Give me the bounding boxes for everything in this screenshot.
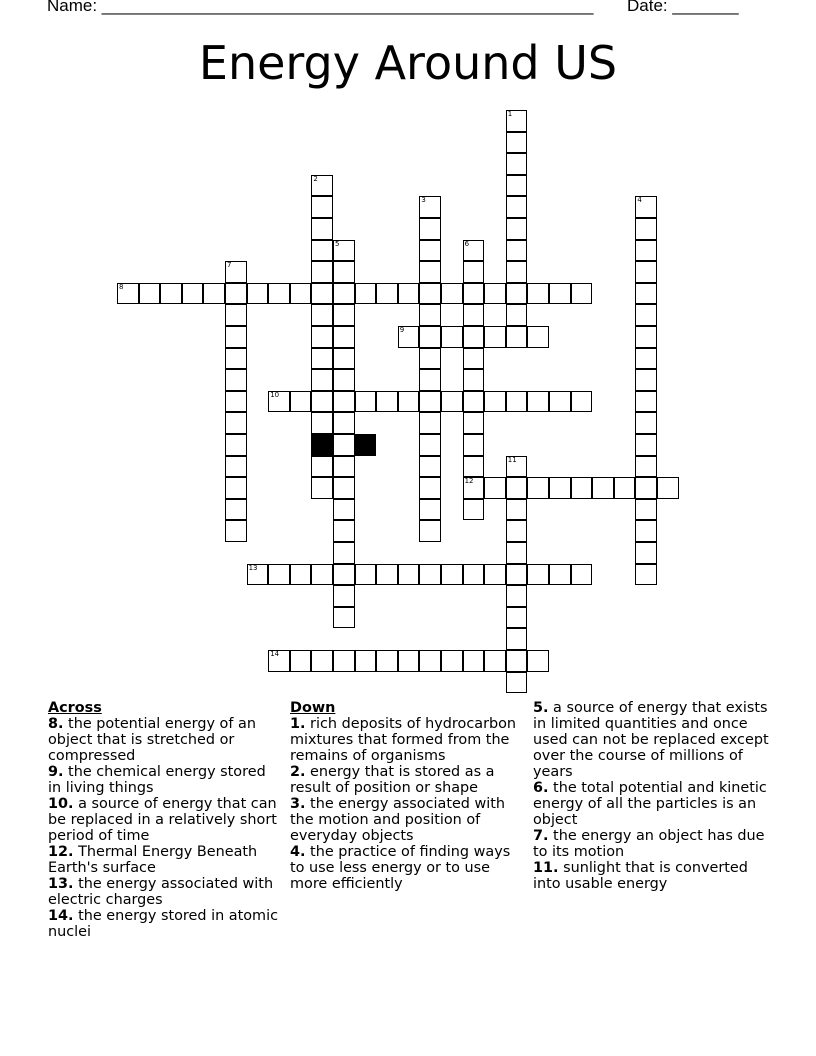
- grid-cell[interactable]: [657, 477, 679, 499]
- grid-cell[interactable]: [527, 564, 549, 586]
- grid-cell[interactable]: [571, 477, 593, 499]
- grid-cell[interactable]: [506, 520, 528, 542]
- clue-number: 1: [507, 110, 513, 118]
- grid-cell[interactable]: [225, 477, 247, 499]
- grid-cell[interactable]: [311, 477, 333, 499]
- clue-item-text: the total potential and kinetic energy of all the particles is an object: [533, 780, 767, 828]
- grid-cell[interactable]: [506, 391, 528, 413]
- grid-cell[interactable]: [463, 650, 485, 672]
- clue-item-number: 6.: [533, 780, 549, 796]
- clue-number: 8: [119, 282, 124, 291]
- grid-cell[interactable]: [333, 607, 355, 629]
- grid-cell[interactable]: [506, 477, 528, 499]
- grid-cell[interactable]: [333, 348, 355, 370]
- down-clues-continued: [533, 700, 773, 892]
- grid-cell[interactable]: [484, 650, 506, 672]
- grid-cell[interactable]: [635, 499, 657, 521]
- grid-cell[interactable]: [463, 240, 485, 262]
- clue-item-number: 12.: [48, 844, 74, 860]
- grid-cell[interactable]: [506, 564, 528, 586]
- grid-cell[interactable]: [506, 304, 528, 326]
- clue-item-text: the energy associated with the motion and position of everyday objects: [290, 796, 506, 844]
- grid-cell[interactable]: [225, 499, 247, 521]
- grid-cell[interactable]: [635, 304, 657, 326]
- grid-cell[interactable]: [333, 585, 355, 607]
- grid-cell[interactable]: [463, 348, 485, 370]
- clue-number: 13: [248, 563, 258, 572]
- grid-cell[interactable]: [635, 240, 657, 262]
- grid-cell[interactable]: [463, 283, 485, 305]
- clue-item-text: the practice of finding ways to use less energy or to use more efficiently: [290, 844, 511, 892]
- grid-cell[interactable]: [311, 650, 333, 672]
- clue-item-number: 10.: [48, 796, 74, 812]
- grid-cell[interactable]: [441, 326, 463, 348]
- clue-item: [48, 876, 280, 908]
- clue-item: [290, 844, 522, 892]
- grid-cell[interactable]: [398, 326, 420, 348]
- grid-cell[interactable]: [527, 477, 549, 499]
- grid-cell[interactable]: [311, 283, 333, 305]
- grid-cell[interactable]: [333, 434, 355, 456]
- clue-item: [290, 796, 522, 844]
- grid-cell[interactable]: [506, 261, 528, 283]
- grid-cell[interactable]: [311, 564, 333, 586]
- grid-cell[interactable]: [311, 240, 333, 262]
- grid-cell[interactable]: [311, 261, 333, 283]
- grid-cell[interactable]: [527, 650, 549, 672]
- grid-cell[interactable]: [506, 542, 528, 564]
- clue-number: 5: [335, 239, 340, 248]
- down-clues: [290, 700, 522, 892]
- grid-cell[interactable]: [419, 369, 441, 391]
- grid-cell[interactable]: [419, 261, 441, 283]
- grid-cell[interactable]: [333, 304, 355, 326]
- clue-item: [48, 796, 280, 844]
- clue-item-number: 5.: [533, 700, 549, 716]
- grid-cell[interactable]: [225, 456, 247, 478]
- grid-cell[interactable]: [333, 412, 355, 434]
- grid-cell[interactable]: [333, 650, 355, 672]
- grid-cell[interactable]: [333, 391, 355, 413]
- grid-cell[interactable]: [419, 456, 441, 478]
- clue-item-text: the potential energy of an object that is stretched or compressed: [48, 716, 256, 764]
- grid-cell[interactable]: [463, 261, 485, 283]
- grid-cell[interactable]: [333, 326, 355, 348]
- grid-cell[interactable]: [333, 369, 355, 391]
- date-field[interactable]: Date: _______: [627, 0, 739, 15]
- clue-item: [533, 780, 773, 828]
- grid-cell[interactable]: [506, 607, 528, 629]
- grid-cell[interactable]: [463, 477, 485, 499]
- grid-cell[interactable]: [635, 520, 657, 542]
- grid-cell[interactable]: [506, 196, 528, 218]
- grid-cell[interactable]: [419, 348, 441, 370]
- grid-cell[interactable]: [484, 326, 506, 348]
- grid-cell[interactable]: [333, 240, 355, 262]
- clue-item: [48, 908, 280, 940]
- grid-cell[interactable]: [333, 520, 355, 542]
- grid-cell[interactable]: [506, 153, 528, 175]
- grid-cell[interactable]: [549, 564, 571, 586]
- grid-cell[interactable]: [355, 391, 377, 413]
- grid-cell[interactable]: [398, 564, 420, 586]
- grid-cell[interactable]: [290, 650, 312, 672]
- grid-cell[interactable]: [506, 499, 528, 521]
- grid-cell[interactable]: [376, 650, 398, 672]
- grid-cell[interactable]: [311, 326, 333, 348]
- grid-cell[interactable]: [225, 304, 247, 326]
- grid-cell[interactable]: [225, 348, 247, 370]
- grid-cell[interactable]: [463, 434, 485, 456]
- grid-cell[interactable]: [506, 132, 528, 154]
- grid-cell[interactable]: [117, 283, 139, 305]
- grid-cell[interactable]: [635, 196, 657, 218]
- grid-cell[interactable]: [419, 326, 441, 348]
- grid-cell[interactable]: [506, 240, 528, 262]
- grid-cell[interactable]: [419, 240, 441, 262]
- clue-item: [533, 700, 773, 780]
- grid-cell[interactable]: [506, 283, 528, 305]
- grid-cell[interactable]: [225, 520, 247, 542]
- grid-cell[interactable]: [333, 564, 355, 586]
- clue-item: [533, 828, 773, 860]
- clue-item-number: 11.: [533, 860, 559, 876]
- grid-cell[interactable]: [527, 391, 549, 413]
- clue-item-number: 14.: [48, 908, 74, 924]
- grid-cell[interactable]: [506, 650, 528, 672]
- grid-cell[interactable]: [635, 261, 657, 283]
- grid-cell[interactable]: [160, 283, 182, 305]
- clue-number: 2: [313, 174, 318, 183]
- grid-cell[interactable]: [441, 391, 463, 413]
- grid-cell[interactable]: [635, 477, 657, 499]
- grid-cell[interactable]: [463, 456, 485, 478]
- clue-item-text: the chemical energy stored in living things: [48, 764, 266, 796]
- clue-item: [290, 764, 522, 796]
- grid-cell[interactable]: [419, 650, 441, 672]
- grid-cell[interactable]: [506, 628, 528, 650]
- black-cell: [355, 434, 377, 456]
- clue-item-number: 4.: [290, 844, 306, 860]
- grid-cell[interactable]: [333, 542, 355, 564]
- grid-cell[interactable]: [290, 283, 312, 305]
- clue-item-text: sunlight that is converted into usable energy: [533, 860, 748, 892]
- grid-cell[interactable]: [376, 391, 398, 413]
- grid-cell[interactable]: [635, 391, 657, 413]
- grid-cell[interactable]: [247, 283, 269, 305]
- grid-cell[interactable]: [419, 412, 441, 434]
- down-heading: Down: [290, 700, 336, 716]
- clue-item-text: Thermal Energy Beneath Earth's surface: [48, 844, 258, 876]
- grid-cell[interactable]: [311, 196, 333, 218]
- grid-cell[interactable]: [506, 110, 528, 132]
- grid-cell[interactable]: [463, 391, 485, 413]
- clue-number: 14: [270, 650, 280, 658]
- name-field[interactable]: Name: ____________________________________________________: [47, 0, 594, 15]
- grid-cell[interactable]: [225, 326, 247, 348]
- across-clues: [48, 700, 280, 940]
- grid-cell[interactable]: [182, 283, 204, 305]
- grid-cell[interactable]: [333, 499, 355, 521]
- grid-cell[interactable]: [268, 564, 290, 586]
- clue-number: 10: [270, 390, 280, 399]
- grid-cell[interactable]: [311, 391, 333, 413]
- grid-cell[interactable]: [333, 477, 355, 499]
- grid-cell[interactable]: [635, 326, 657, 348]
- clue-item: [290, 716, 522, 764]
- grid-cell[interactable]: [311, 304, 333, 326]
- grid-cell[interactable]: [225, 434, 247, 456]
- grid-cell[interactable]: [419, 434, 441, 456]
- grid-cell[interactable]: [398, 391, 420, 413]
- grid-cell[interactable]: [484, 283, 506, 305]
- clue-item: [48, 716, 280, 764]
- grid-cell[interactable]: [463, 304, 485, 326]
- clue-item-number: 9.: [48, 764, 64, 780]
- grid-cell[interactable]: [225, 369, 247, 391]
- grid-cell[interactable]: [311, 348, 333, 370]
- grid-cell[interactable]: [139, 283, 161, 305]
- grid-cell[interactable]: [311, 218, 333, 240]
- puzzle-title: Energy Around US: [198, 36, 618, 90]
- grid-cell[interactable]: [290, 391, 312, 413]
- clue-item-number: 2.: [290, 764, 306, 780]
- grid-cell[interactable]: [441, 564, 463, 586]
- grid-cell[interactable]: [419, 304, 441, 326]
- across-heading: Across: [48, 700, 102, 716]
- grid-cell[interactable]: [419, 218, 441, 240]
- grid-cell[interactable]: [247, 564, 269, 586]
- grid-cell[interactable]: [463, 499, 485, 521]
- clue-item-number: 3.: [290, 796, 306, 812]
- clue-item-number: 7.: [533, 828, 549, 844]
- grid-cell[interactable]: [441, 650, 463, 672]
- grid-cell[interactable]: [419, 196, 441, 218]
- grid-cell[interactable]: [506, 175, 528, 197]
- grid-cell[interactable]: [614, 477, 636, 499]
- grid-cell[interactable]: [311, 412, 333, 434]
- clue-item-text: a source of energy that can be replaced in a relatively short period of time: [48, 796, 277, 844]
- grid-cell[interactable]: [441, 283, 463, 305]
- grid-cell[interactable]: [355, 650, 377, 672]
- grid-cell[interactable]: [311, 369, 333, 391]
- clue-item-number: 1.: [290, 716, 306, 732]
- grid-cell[interactable]: [311, 456, 333, 478]
- grid-cell[interactable]: [549, 477, 571, 499]
- grid-cell[interactable]: [484, 564, 506, 586]
- grid-cell[interactable]: [635, 564, 657, 586]
- clue-item-number: 8.: [48, 716, 64, 732]
- clue-number: 11: [507, 455, 517, 464]
- grid-cell[interactable]: [419, 520, 441, 542]
- grid-cell[interactable]: [571, 564, 593, 586]
- grid-cell[interactable]: [419, 477, 441, 499]
- clue-item: [533, 860, 773, 892]
- clue-item: [48, 764, 280, 796]
- grid-cell[interactable]: [571, 283, 593, 305]
- grid-cell[interactable]: [290, 564, 312, 586]
- grid-cell[interactable]: [463, 326, 485, 348]
- grid-cell[interactable]: [549, 391, 571, 413]
- grid-cell[interactable]: [484, 391, 506, 413]
- grid-cell[interactable]: [355, 564, 377, 586]
- grid-cell[interactable]: [355, 283, 377, 305]
- grid-cell[interactable]: [463, 369, 485, 391]
- grid-cell[interactable]: [419, 564, 441, 586]
- grid-cell[interactable]: [333, 283, 355, 305]
- grid-cell[interactable]: [635, 456, 657, 478]
- grid-cell[interactable]: [419, 391, 441, 413]
- grid-cell[interactable]: [419, 499, 441, 521]
- grid-cell[interactable]: [635, 348, 657, 370]
- grid-cell[interactable]: [225, 261, 247, 283]
- grid-cell[interactable]: [268, 283, 290, 305]
- grid-cell[interactable]: [571, 391, 593, 413]
- grid-cell[interactable]: [506, 218, 528, 240]
- clue-item-text: rich deposits of hydrocarbon mixtures that formed from the remains of organisms: [290, 716, 517, 764]
- grid-cell[interactable]: [376, 564, 398, 586]
- grid-cell[interactable]: [333, 456, 355, 478]
- clue-item-text: the energy stored in atomic nuclei: [48, 908, 278, 940]
- grid-cell[interactable]: [398, 650, 420, 672]
- grid-cell[interactable]: [506, 456, 528, 478]
- grid-cell[interactable]: [376, 283, 398, 305]
- grid-cell[interactable]: [311, 175, 333, 197]
- grid-cell[interactable]: [527, 283, 549, 305]
- grid-cell[interactable]: [592, 477, 614, 499]
- grid-cell[interactable]: [635, 434, 657, 456]
- grid-cell[interactable]: [484, 477, 506, 499]
- grid-cell[interactable]: [527, 326, 549, 348]
- grid-cell[interactable]: [506, 326, 528, 348]
- clue-number: 12: [464, 477, 474, 486]
- grid-cell[interactable]: [635, 369, 657, 391]
- grid-cell[interactable]: [333, 261, 355, 283]
- clue-number: 6: [464, 239, 470, 248]
- clue-number: 7: [227, 261, 232, 270]
- grid-cell[interactable]: [268, 391, 290, 413]
- grid-cell[interactable]: [225, 391, 247, 413]
- clue-item-text: the energy associated with electric charges: [48, 876, 274, 908]
- grid-cell[interactable]: [463, 564, 485, 586]
- grid-cell[interactable]: [506, 672, 528, 694]
- grid-cell[interactable]: [635, 542, 657, 564]
- grid-cell[interactable]: [635, 218, 657, 240]
- clue-number: 4: [637, 196, 642, 205]
- grid-cell[interactable]: [225, 412, 247, 434]
- clue-item-text: a source of energy that exists in limited quantities and once used can not be replaced except over the course of millions of years: [533, 700, 769, 780]
- grid-cell[interactable]: [419, 283, 441, 305]
- grid-cell[interactable]: [635, 412, 657, 434]
- clue-item-text: the energy an object has due to its motion: [533, 828, 765, 860]
- clue-item-number: 13.: [48, 876, 74, 892]
- grid-cell[interactable]: [463, 412, 485, 434]
- grid-cell[interactable]: [506, 585, 528, 607]
- grid-cell[interactable]: [203, 283, 225, 305]
- grid-cell[interactable]: [225, 283, 247, 305]
- grid-cell[interactable]: [268, 650, 290, 672]
- clue-number: 9: [399, 326, 405, 334]
- black-cell: [311, 434, 333, 456]
- clue-item: [48, 844, 280, 876]
- grid-cell[interactable]: [635, 283, 657, 305]
- grid-cell[interactable]: [398, 283, 420, 305]
- clue-number: 3: [421, 196, 426, 205]
- grid-cell[interactable]: [549, 283, 571, 305]
- clue-item-text: energy that is stored as a result of position or shape: [290, 764, 495, 796]
